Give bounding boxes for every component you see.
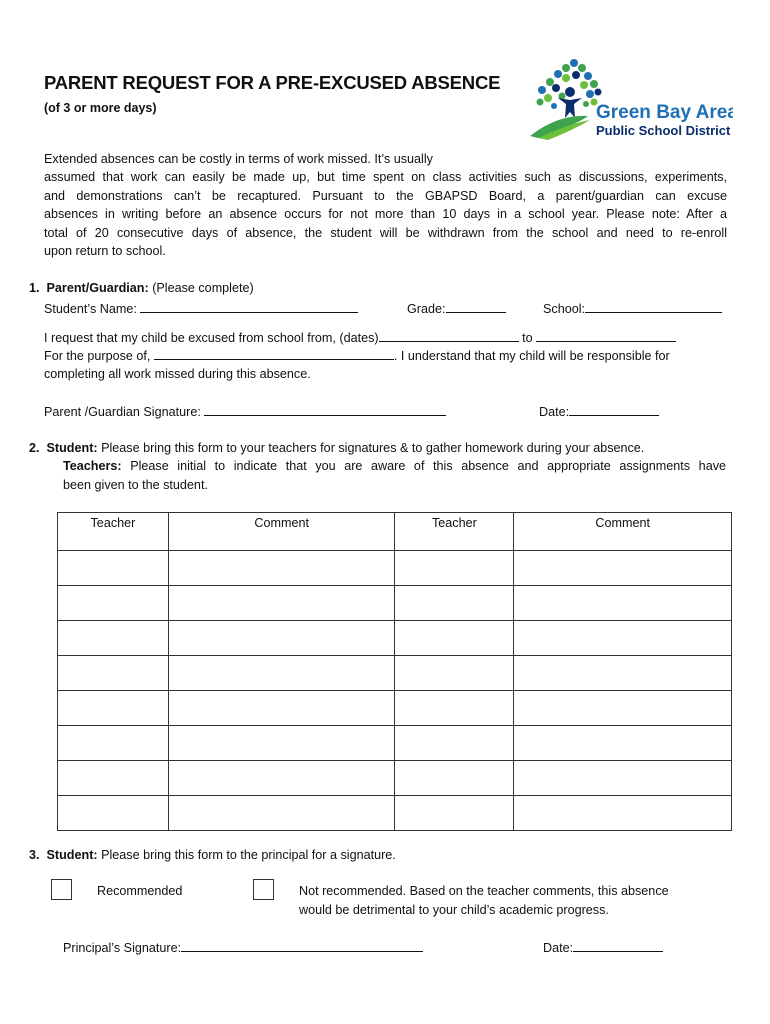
comment-cell[interactable] <box>514 726 732 761</box>
not-recommended-label: Not recommended. Based on the teacher comments, this absence <box>299 884 669 898</box>
comment-cell[interactable] <box>168 586 395 621</box>
comment-cell[interactable] <box>514 761 732 796</box>
purpose-label: For the purpose of, <box>44 349 151 363</box>
teacher-cell[interactable] <box>395 691 514 726</box>
principal-date-field[interactable] <box>573 938 663 952</box>
logo-name: Green Bay Area <box>596 102 733 123</box>
table-header-comment: Comment <box>514 513 732 551</box>
teacher-cell[interactable] <box>58 656 169 691</box>
school-row <box>543 299 722 318</box>
teacher-cell[interactable] <box>395 796 514 831</box>
parent-signature-label: Parent /Guardian Signature: <box>44 405 201 419</box>
table-header-row <box>58 513 732 551</box>
principal-signature-row <box>63 938 423 957</box>
teacher-cell[interactable] <box>395 761 514 796</box>
teacher-cell[interactable] <box>395 586 514 621</box>
date-to-field[interactable] <box>536 328 676 342</box>
table-row <box>58 621 732 656</box>
teacher-cell[interactable] <box>395 551 514 586</box>
teacher-cell[interactable] <box>58 691 169 726</box>
intro-line: assumed that work can easily be made up, but time spent on class activities such as discussions, experiments, <box>44 170 727 185</box>
comment-cell[interactable] <box>514 656 732 691</box>
not-recommended-label-line2: would be detrimental to your child’s academic progress. <box>299 903 609 917</box>
grade-label: Grade: <box>407 302 446 316</box>
section2-student-text: Please bring this form to your teachers for signatures & to gather homework during your absence. <box>101 441 645 455</box>
section2-number: 2. <box>29 441 40 455</box>
student-name-row <box>44 299 358 318</box>
section2-student-heading: Student: <box>46 441 98 455</box>
section1-note: (Please complete) <box>152 281 254 295</box>
comment-cell[interactable] <box>168 656 395 691</box>
table-row <box>58 586 732 621</box>
teacher-comment-table <box>57 512 732 831</box>
school-field[interactable] <box>585 299 722 313</box>
principal-signature-label: Principal’s Signature: <box>63 941 182 955</box>
purpose-line2: completing all work missed during this absence. <box>44 367 311 381</box>
intro-line: Extended absences can be costly in terms of work missed. It’s usually <box>44 152 433 166</box>
teacher-cell[interactable] <box>395 621 514 656</box>
school-label: School: <box>543 302 586 316</box>
section2-teachers-line <box>63 457 726 475</box>
grade-field[interactable] <box>446 299 506 313</box>
section1-number: 1. <box>29 281 40 295</box>
section2-teachers-heading: Teachers: <box>63 459 122 473</box>
district-logo <box>528 54 733 144</box>
intro-paragraph <box>44 150 727 260</box>
table-header-comment: Comment <box>168 513 395 551</box>
table-row <box>58 691 732 726</box>
section3-header <box>29 846 396 864</box>
student-name-label: Student’s Name: <box>44 302 137 316</box>
section2-teachers-text: Please initial to indicate that you are aware of this absence and appropriate assignments have <box>130 459 726 473</box>
teacher-cell[interactable] <box>58 621 169 656</box>
logo-subname: Public School District <box>596 123 731 138</box>
comment-cell[interactable] <box>168 621 395 656</box>
teacher-cell[interactable] <box>58 586 169 621</box>
comment-cell[interactable] <box>514 586 732 621</box>
purpose-suffix: . I understand that my child will be responsible for <box>393 349 670 363</box>
form-subtitle: (of 3 or more days) <box>44 101 157 115</box>
teacher-cell[interactable] <box>58 761 169 796</box>
table-row <box>58 551 732 586</box>
comment-cell[interactable] <box>514 551 732 586</box>
comment-cell[interactable] <box>168 691 395 726</box>
student-name-field[interactable] <box>140 299 358 313</box>
section3-text: Please bring this form to the principal for a signature. <box>101 848 396 862</box>
table-row <box>58 656 732 691</box>
tree-icon <box>528 54 733 144</box>
table-row <box>58 726 732 761</box>
purpose-field[interactable] <box>154 346 394 360</box>
principal-signature-field[interactable] <box>181 938 423 952</box>
teacher-cell[interactable] <box>58 796 169 831</box>
comment-cell[interactable] <box>514 621 732 656</box>
recommended-checkbox[interactable] <box>51 879 72 900</box>
intro-line: absences in writing before an absence occurs for not more than 10 days in a school year. Please note: After a <box>44 207 727 222</box>
principal-date-label: Date: <box>543 941 574 955</box>
request-to-label: to <box>522 331 533 345</box>
teacher-cell[interactable] <box>395 726 514 761</box>
parent-signature-field[interactable] <box>204 402 446 416</box>
section3-heading: Student: <box>46 848 98 862</box>
table-header-teacher: Teacher <box>395 513 514 551</box>
request-label: I request that my child be excused from school from, (dates) <box>44 331 379 345</box>
section2-teachers-line2: been given to the student. <box>63 478 208 492</box>
teacher-cell[interactable] <box>395 656 514 691</box>
principal-date-row <box>543 938 663 957</box>
section2-student-line <box>29 439 644 457</box>
parent-date-row <box>539 402 659 421</box>
comment-cell[interactable] <box>514 796 732 831</box>
comment-cell[interactable] <box>514 691 732 726</box>
parent-date-field[interactable] <box>569 402 659 416</box>
not-recommended-checkbox[interactable] <box>253 879 274 900</box>
dates-row <box>44 328 676 347</box>
purpose-row <box>44 346 670 365</box>
table-header-teacher: Teacher <box>58 513 169 551</box>
form-title: PARENT REQUEST FOR A PRE-EXCUSED ABSENCE <box>44 72 501 93</box>
table-row <box>58 796 732 831</box>
parent-signature-row <box>44 402 446 421</box>
intro-line: total of 20 consecutive days of absence, the student will be withdrawn from the school and need to re-enroll <box>44 225 727 240</box>
table-row <box>58 761 732 796</box>
intro-line: upon return to school. <box>44 244 166 259</box>
intro-line: and demonstrations can’t be recaptured. Pursuant to the GBAPSD Board, a parent/guardian can excuse <box>44 188 727 203</box>
comment-cell[interactable] <box>168 796 395 831</box>
section1-heading: Parent/Guardian: <box>46 281 149 295</box>
grade-row <box>407 299 506 318</box>
parent-date-label: Date: <box>539 405 570 419</box>
comment-cell[interactable] <box>168 761 395 796</box>
section3-number: 3. <box>29 848 40 862</box>
recommended-label: Recommended <box>97 884 183 898</box>
section1-header <box>29 279 254 297</box>
teacher-cell[interactable] <box>58 551 169 586</box>
date-from-field[interactable] <box>379 328 519 342</box>
comment-cell[interactable] <box>168 551 395 586</box>
comment-cell[interactable] <box>168 726 395 761</box>
teacher-cell[interactable] <box>58 726 169 761</box>
